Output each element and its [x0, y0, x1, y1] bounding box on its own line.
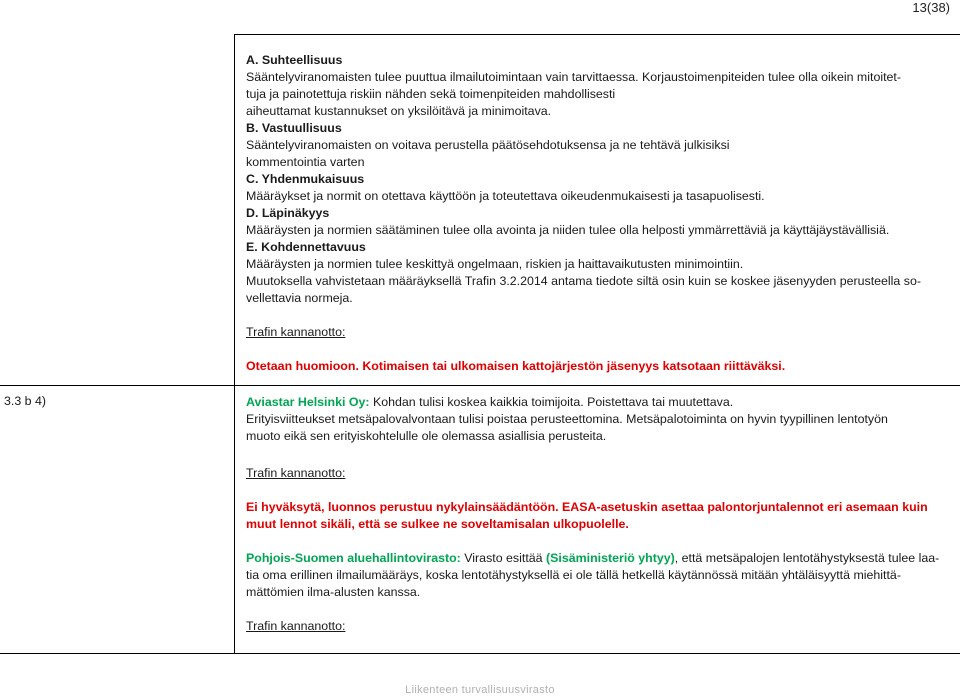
trafi-statement-label: Trafin kannanotto: — [246, 466, 346, 480]
heading-yhdenmukaisuus: C. Yhdenmukaisuus — [246, 172, 365, 186]
comment-text: , että metsäpalojen lentotähystyksestä tulee laa- — [674, 551, 940, 565]
trafi-statement: Ei hyväksytä, luonnos perustuu nykylainsäädäntöön. EASA-asetuskin asettaa palontorjuntalennot eri asemaan kuin — [246, 500, 928, 514]
section-principles — [246, 52, 950, 375]
table-border-bottom — [0, 653, 960, 654]
section-comments — [246, 394, 950, 635]
paragraph-line: tia oma erillinen ilmailumääräys, koska lentotähystyksellä ei ole tällä hetkellä käytännössä mitään yhtäläisyyttä miehittä- — [246, 568, 901, 582]
pohjois-comment — [246, 550, 950, 567]
paragraph-line: vellettavia normeja. — [246, 291, 353, 305]
table-border-top — [234, 34, 960, 35]
heading-suhteellisuus: A. Suhteellisuus — [246, 53, 343, 67]
table-column-divider — [234, 34, 235, 654]
comment-text: Virasto esittää — [460, 551, 546, 565]
aviastar-comment — [246, 394, 950, 411]
paragraph-line: Erityisviitteukset metsäpalovalvontaan tulisi poistaa perusteettomina. Metsäpalotoiminta on hyvin tyypillinen lentotyön — [246, 412, 888, 426]
trafi-statement-label: Trafin kannanotto: — [246, 325, 346, 339]
heading-vastuullisuus: B. Vastuullisuus — [246, 121, 342, 135]
heading-lapinakyys: D. Läpinäkyys — [246, 206, 330, 220]
paragraph-line: muoto eikä sen erityiskohtelulle ole olemassa asiallisia perusteita. — [246, 429, 607, 443]
trafi-statement-label: Trafin kannanotto: — [246, 619, 346, 633]
paragraph-line: Muutoksella vahvistetaan määräyksellä Trafin 3.2.2014 antama tiedote siltä osin kuin se koskee jäsenyyden perusteella so- — [246, 274, 921, 288]
heading-kohdennettavuus: E. Kohdennettavuus — [246, 240, 366, 254]
trafi-statement: muut lennot sikäli, että se sulkee ne soveltamisalan ulkopuolelle. — [246, 517, 629, 531]
paragraph-line: mättömien ilma-alusten kanssa. — [246, 585, 421, 599]
commenter-aviastar: Aviastar Helsinki Oy: — [246, 395, 370, 409]
page-number: 13(38) — [912, 0, 950, 15]
table-row-divider — [0, 385, 960, 386]
footer-organization: Liikenteen turvallisuusvirasto — [405, 684, 555, 696]
row-number: 3.3 b 4) — [4, 394, 47, 408]
paragraph-line: Määräysten ja normien säätäminen tulee olla avointa ja niiden tulee olla helposti ymmärrettäviä ja käyttäjäystävällisiä. — [246, 223, 890, 237]
commenter-sisaministerio: (Sisäministeriö yhtyy) — [546, 551, 675, 565]
paragraph-line: aiheuttamat kustannukset on yksilöitävä ja minimoitava. — [246, 104, 552, 118]
paragraph-line: Määräykset ja normit on otettava käyttöön ja toteutettava oikeudenmukaisesti ja tasapuolisesti. — [246, 189, 765, 203]
paragraph-line: Määräysten ja normien tulee keskittyä ongelmaan, riskien ja haittavaikutusten minimointiin. — [246, 257, 744, 271]
paragraph-line: Sääntelyviranomaisten on voitava perustella päätösehdotuksensa ja ne tehtävä julkisiksi — [246, 138, 730, 152]
trafi-statement: Otetaan huomioon. Kotimaisen tai ulkomaisen kattojärjestön jäsenyys katsotaan riittäväksi. — [246, 359, 786, 373]
comment-text: Kohdan tulisi koskea kaikkia toimijoita. Poistettava tai muutettava. — [369, 395, 734, 409]
paragraph-line: tuja ja painotettuja riskiin nähden sekä toimenpiteiden mahdollisesti — [246, 87, 616, 101]
paragraph-line: kommentointia varten — [246, 155, 365, 169]
commenter-pohjois-suomi: Pohjois-Suomen aluehallintovirasto: — [246, 551, 461, 565]
paragraph-line: Sääntelyviranomaisten tulee puuttua ilmailutoimintaan vain tarvittaessa. Korjaustoimenpiteiden tulee olla oikein mitoitet- — [246, 70, 901, 84]
